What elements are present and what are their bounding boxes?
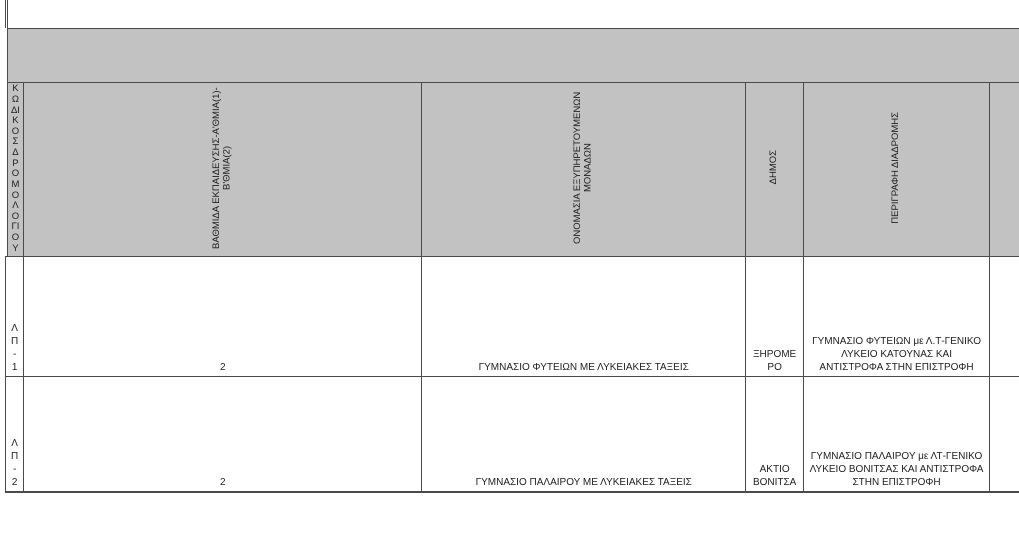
cell-students-count <box>989 257 1019 377</box>
page-title <box>7 0 1019 28</box>
cell-students-count <box>989 377 1019 492</box>
header-served-units: ΟΝΟΜΑΣΙΑ ΕΞΥΠΗΡΕΤΟΥΜΕΝΩΝ ΜΟΝΑΔΩΝ <box>422 82 746 257</box>
table-row <box>6 377 1019 492</box>
header-route-code: ΚΩΔΙΚΟΣ ΔΡΟΜΟΛΟΓΙΟΥ <box>7 82 24 257</box>
cell-municipality: ΞΗΡΟΜΕΡΟ <box>746 257 804 377</box>
cell-route-code: ΛΠ-1 <box>6 257 24 377</box>
header-municipality: ΔΗΜΟΣ <box>746 82 804 257</box>
table-row <box>6 257 1019 377</box>
education-level-banner <box>7 28 1019 82</box>
header-route-description: ΠΕΡΙΓΡΑΦΗ ΔΙΑΔΡΟΜΗΣ <box>804 82 990 257</box>
cell-served-units: ΓΥΜΝΑΣΙΟ ΠΑΛΑΙΡΟΥ ΜΕ ΛΥΚΕΙΑΚΕΣ ΤΑΞΕΙΣ <box>422 377 746 492</box>
cell-education-level: 2 <box>24 377 422 492</box>
cell-route-description: ΓΥΜΝΑΣΙΟ ΦΥΤΕΙΩΝ με Λ.Τ-ΓΕΝΙΚΟ ΛΥΚΕΙΟ ΚΑΤΟΥΝΑΣ ΚΑΙ ΑΝΤΙΣΤΡΟΦΑ ΣΤΗΝ ΕΠΙΣΤΡΟΦΗ <box>804 257 990 377</box>
cell-served-units: ΓΥΜΝΑΣΙΟ ΦΥΤΕΙΩΝ ΜΕ ΛΥΚΕΙΑΚΕΣ ΤΑΞΕΙΣ <box>422 257 746 377</box>
header-education-level: ΒΑΘΜΙΔΑ ΕΚΠΑΙΔΕΥΣΗΣ-Α'ΘΜΙΑ(1)-Β'ΘΜΙΑ(2) <box>24 82 422 257</box>
cell-route-code: ΛΠ-2 <box>6 377 24 492</box>
transport-table <box>5 0 1019 493</box>
header-students-count <box>989 82 1019 257</box>
cell-municipality: ΑΚΤΙΟ ΒΟΝΙΤΣΑ <box>746 377 804 492</box>
cell-education-level: 2 <box>24 257 422 377</box>
cell-route-description: ΓΥΜΝΑΣΙΟ ΠΑΛΑΙΡΟΥ με ΛΤ-ΓΕΝΙΚΟ ΛΥΚΕΙΟ ΒΟΝΙΤΣΑΣ ΚΑΙ ΑΝΤΙΣΤΡΟΦΑ ΣΤΗΝ ΕΠΙΣΤΡΟΦΗ <box>804 377 990 492</box>
